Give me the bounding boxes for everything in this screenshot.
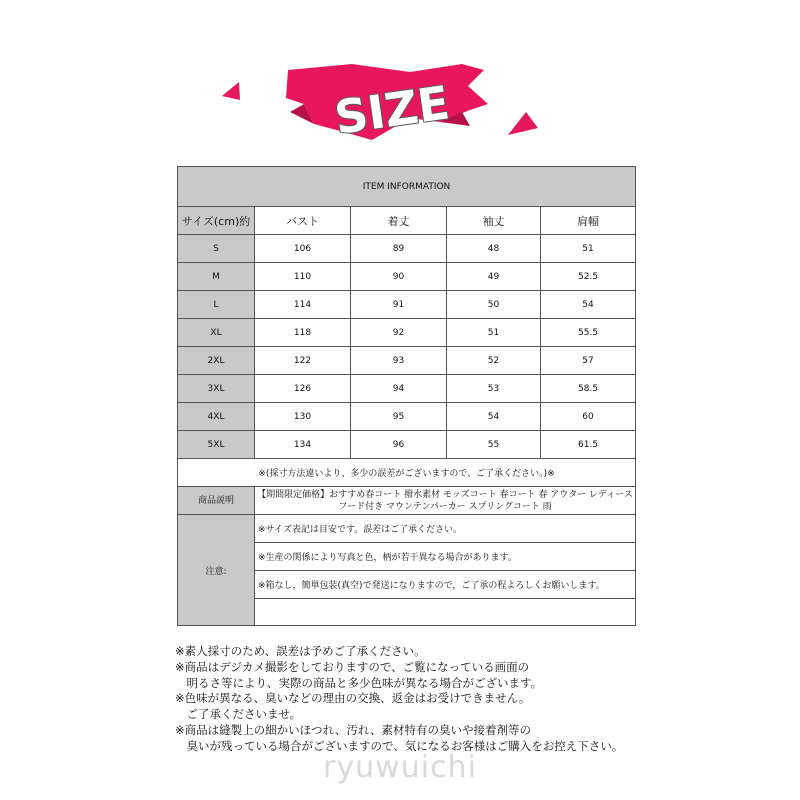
table-cell: 51 (447, 319, 541, 347)
table-cell: 49 (447, 263, 541, 291)
size-label: 5XL (178, 431, 255, 459)
banner-right-triangle (508, 112, 538, 135)
size-label: 4XL (178, 403, 255, 431)
table-row (178, 291, 636, 319)
caution-text (255, 599, 636, 626)
table-cell: 130 (255, 403, 351, 431)
table-row (178, 263, 636, 291)
caution-row (178, 515, 636, 543)
note-line: ※素人採寸のため、誤差は予めご了承ください。 (175, 644, 426, 658)
note-line: ※色味が異なる、臭いなどの理由の交換、返金はお受けできません。 (175, 691, 531, 706)
table-cell: 50 (447, 291, 541, 319)
column-header: 着丈 (351, 207, 447, 235)
notes-block (175, 644, 775, 755)
table-header-row (178, 207, 636, 235)
size-label: M (178, 263, 255, 291)
table-cell: 54 (447, 403, 541, 431)
caution-label: 注意: (178, 515, 255, 626)
note-line: ※商品は縫製上の細かいほつれ、汚れ、素材特有の臭いや接着剤等の (175, 722, 532, 737)
banner-left-triangle (222, 82, 240, 100)
description-label: 商品説明 (178, 487, 255, 515)
table-cell: 106 (255, 235, 351, 263)
table-cell: 92 (351, 319, 447, 347)
table-title-row (178, 167, 636, 207)
table-cell: 122 (255, 347, 351, 375)
table-cell: 54 (541, 291, 636, 319)
note-line: ※商品はデジカメ撮影をしておりますので、ご覧になっている画面の (175, 659, 530, 674)
table-row (178, 347, 636, 375)
table-cell: 93 (351, 347, 447, 375)
watermark: ryuwuichi (323, 750, 477, 785)
table-cell: 57 (541, 347, 636, 375)
table-row (178, 403, 636, 431)
measure-note: ※(採寸方法違いより、多少の誤差がございますので、ご了承ください。)※ (178, 459, 636, 487)
table-row (178, 319, 636, 347)
size-banner (0, 0, 800, 160)
table-cell: 55 (447, 431, 541, 459)
table-cell: 91 (351, 291, 447, 319)
description-line: フード付き マウンテンパーカー スプリングコート 雨 (338, 501, 552, 512)
table-cell: 60 (541, 403, 636, 431)
column-header: バスト (255, 207, 351, 235)
table-cell: 126 (255, 375, 351, 403)
size-label: 2XL (178, 347, 255, 375)
measure-note-row (178, 459, 636, 487)
caution-text: ※箱なし，簡単包装(真空)で発送になりますので，ご了承の程よろしくお願いします。 (255, 571, 636, 599)
table-cell: 55.5 (541, 319, 636, 347)
size-label: S (178, 235, 255, 263)
table-cell: 118 (255, 319, 351, 347)
table-cell: 51 (541, 235, 636, 263)
size-label: XL (178, 319, 255, 347)
size-label: L (178, 291, 255, 319)
table-cell: 53 (447, 375, 541, 403)
column-header: サイズ(cm)約 (178, 207, 255, 235)
table-cell: 94 (351, 375, 447, 403)
table-cell: 58.5 (541, 375, 636, 403)
caution-text: ※サイズ表記は目安です。誤差はご了承ください。 (255, 515, 636, 543)
table-cell: 96 (351, 431, 447, 459)
table-cell: 52 (447, 347, 541, 375)
table-cell: 110 (255, 263, 351, 291)
table-cell: 134 (255, 431, 351, 459)
table-row (178, 431, 636, 459)
description-line: 【期間限定価格】おすすめ春コート 撥水素材 モッズコート 春コート 春 アウター レディース (257, 489, 633, 500)
description-text (255, 487, 636, 515)
size-label: 3XL (178, 375, 255, 403)
size-table (177, 166, 636, 626)
table-cell: 52.5 (541, 263, 636, 291)
banner-title: SIZE (331, 75, 453, 145)
table-cell: 114 (255, 291, 351, 319)
column-header: 袖丈 (447, 207, 541, 235)
table-cell: 89 (351, 235, 447, 263)
note-line: ご了承くださいませ。 (175, 707, 302, 722)
table-row (178, 235, 636, 263)
caution-text: ※生産の関係により写真と色，柄が若干異なる場合があります。 (255, 543, 636, 571)
table-cell: 48 (447, 235, 541, 263)
table-cell: 61.5 (541, 431, 636, 459)
note-line: 明るさ等により、実際の商品と多少色味が異なる場合がございます。 (175, 675, 543, 690)
column-header: 肩幅 (541, 207, 636, 235)
table-title: ITEM INFORMATION (178, 167, 636, 207)
description-row (178, 487, 636, 515)
table-row (178, 375, 636, 403)
table-cell: 90 (351, 263, 447, 291)
table-cell: 95 (351, 403, 447, 431)
note-line: 臭いが残っている場合がございますので、気になるお客様はご購入をお控え下さい。 (175, 738, 624, 753)
